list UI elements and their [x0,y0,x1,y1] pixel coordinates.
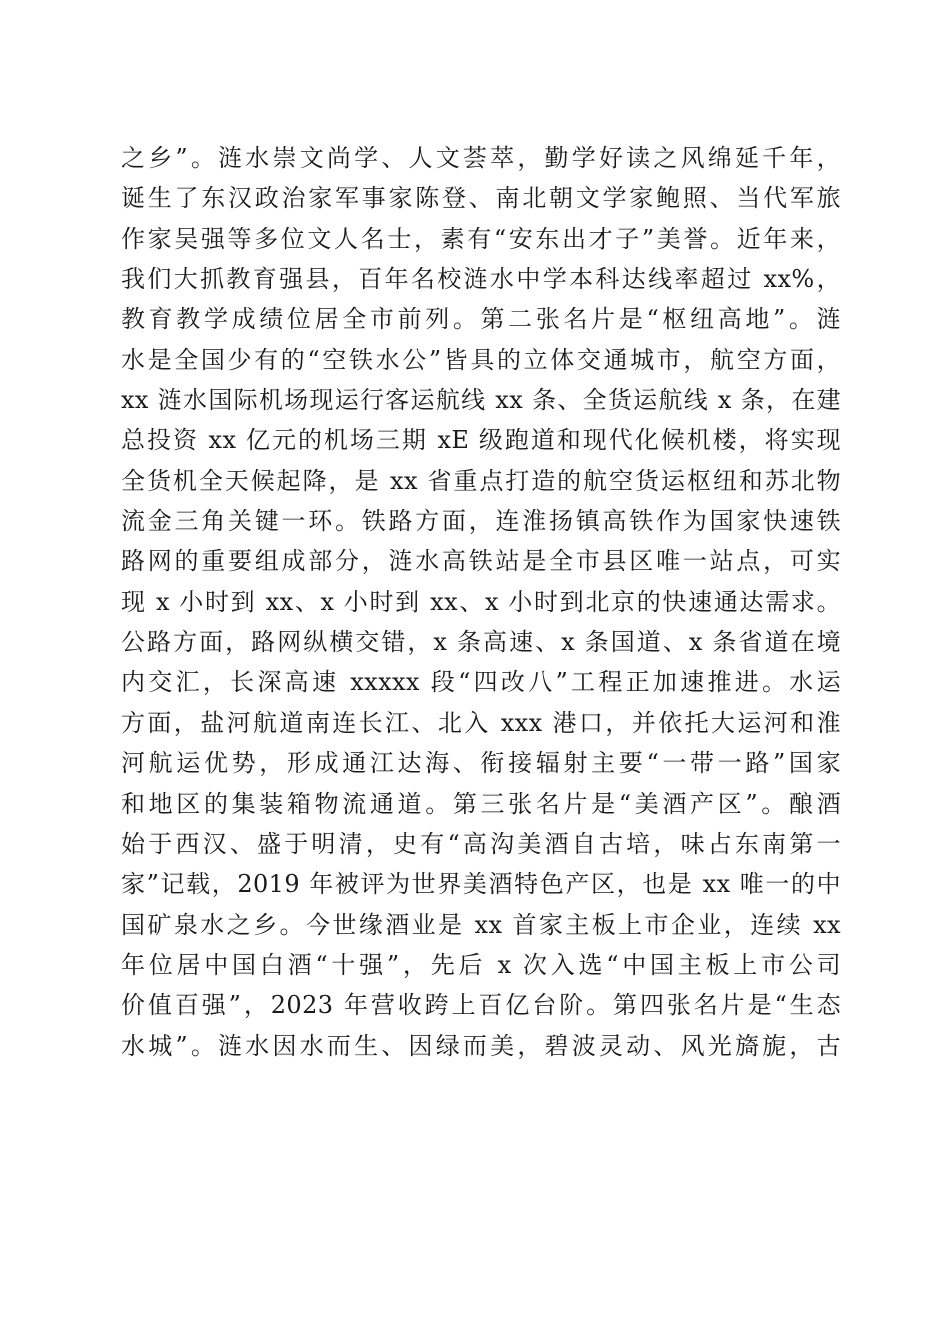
text-line: 方面，盐河航道南连长江、北入 xxx 港口，并依托大运河和淮 [121,708,841,737]
text-line: 路网的重要组成部分，涟水高铁站是全市县区唯一站点，可实 [121,547,841,576]
text-line: 始于西汉、盛于明清，史有“高沟美酒自古培，味占东南第一 [121,829,841,858]
text-line: 年位居中国白酒“十强”，先后 x 次入选“中国主板上市公司 [121,950,841,979]
text-line: 诞生了东汉政治家军事家陈登、南北朝文学家鲍照、当代军旅 [121,184,841,213]
text-line: 全货机全天候起降，是 xx 省重点打造的航空货运枢纽和苏北物 [121,466,841,495]
text-line: 教育教学成绩位居全市前列。第二张名片是“枢纽高地”。涟 [121,305,841,334]
text-line: 内交汇，长深高速 xxxxx 段“四改八”工程正加速推进。水运 [121,668,841,697]
body-paragraph [121,138,841,1066]
text-line: 国矿泉水之乡。今世缘酒业是 xx 首家主板上市企业，连续 xx [121,910,841,939]
text-line: 之乡”。涟水崇文尚学、人文荟萃，勤学好读之风绵延千年， [121,144,841,172]
text-line: 我们大抓教育强县，百年名校涟水中学本科达线率超过 xx%， [121,265,841,294]
text-line: 河航运优势，形成通江达海、衔接辐射主要“一带一路”国家 [121,749,841,778]
text-line: 总投资 xx 亿元的机场三期 xE 级跑道和现代化候机楼，将实现 [121,426,841,455]
text-line: 作家吴强等多位文人名士，素有“安东出才子”美誉。近年来， [121,224,841,253]
text-line: xx 涟水国际机场现运行客运航线 xx 条、全货运航线 x 条，在建 [121,386,841,415]
text-line: 公路方面，路网纵横交错，x 条高速、x 条国道、x 条省道在境 [121,628,841,657]
text-line: 现 x 小时到 xx、x 小时到 xx、x 小时到北京的快速通达需求。 [121,587,841,616]
text-line: 价值百强”，2023 年营收跨上百亿台阶。第四张名片是“生态 [121,991,841,1020]
text-line: 和地区的集装箱物流通道。第三张名片是“美酒产区”。酿酒 [121,789,841,818]
text-line: 家”记载，2019 年被评为世界美酒特色产区，也是 xx 唯一的中 [121,870,841,899]
text-line: 流金三角关键一环。铁路方面，连淮扬镇高铁作为国家快速铁 [121,507,841,536]
text-line: 水是全国少有的“空铁水公”皆具的立体交通城市，航空方面， [121,345,841,374]
text-line: 水城”。涟水因水而生、因绿而美，碧波灵动、风光旖旎，古 [121,1031,841,1060]
